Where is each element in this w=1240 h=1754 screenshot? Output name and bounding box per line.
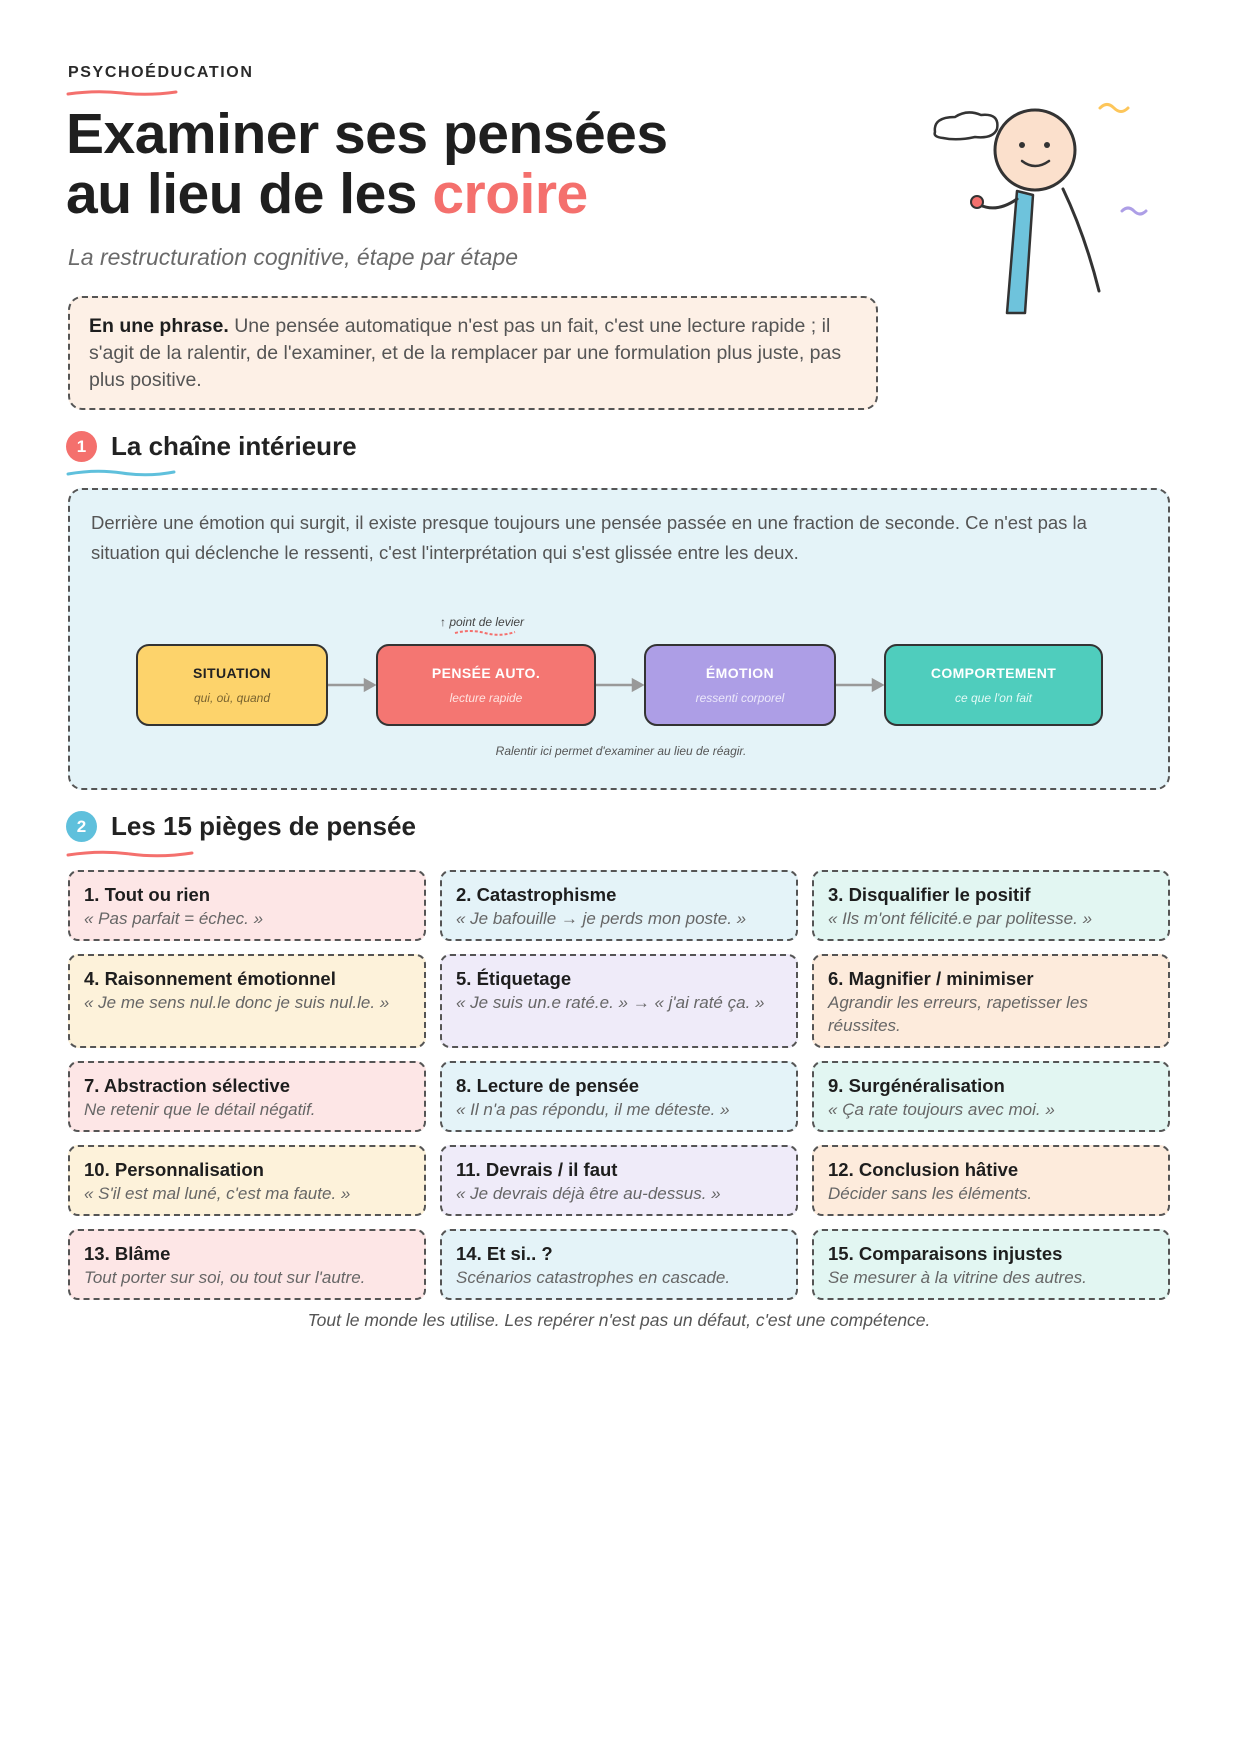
trap-description: Agrandir les erreurs, rapetisser les réussites. [828, 993, 1088, 1035]
eyebrow-label: PSYCHOÉDUCATION [68, 64, 254, 81]
trap-card [812, 1145, 1170, 1216]
eyebrow-underline [66, 88, 178, 98]
trap-card [440, 954, 798, 1048]
chain-note: Ralentir ici permet d'examiner au lieu de réagir. [495, 744, 747, 758]
step-subtitle: ressenti corporel [695, 691, 785, 705]
trap-description: « Je bafouille → je perds mon poste. » [456, 909, 747, 928]
page-subtitle: La restructuration cognitive, étape par étape [68, 244, 519, 270]
trap-card [440, 1061, 798, 1132]
trap-title: 9. Surgénéralisation [828, 1075, 1005, 1096]
trap-title: 14. Et si.. ? [456, 1243, 553, 1264]
chain-panel [68, 488, 1170, 790]
trap-title: 1. Tout ou rien [84, 884, 211, 905]
trap-description: « Ils m'ont félicité.e par politesse. » [828, 909, 1093, 928]
trap-card [440, 1145, 798, 1216]
step-subtitle: qui, où, quand [193, 691, 271, 705]
trap-title: 6. Magnifier / minimiser [828, 968, 1034, 989]
section-2-title: Les 15 pièges de pensée [111, 811, 416, 841]
title-line-2: au lieu de les [66, 162, 433, 226]
section-1-title: La chaîne intérieure [111, 431, 357, 461]
arrow-2 [596, 680, 642, 690]
trap-card [68, 1145, 426, 1216]
section-2-number: 2 [66, 811, 97, 842]
trap-card [812, 1229, 1170, 1300]
trap-title: 12. Conclusion hâtive [828, 1159, 1019, 1180]
trap-title: 13. Blâme [84, 1243, 171, 1264]
trap-title: 2. Catastrophisme [456, 884, 617, 905]
trap-card [68, 954, 426, 1048]
trap-description: « S'il est mal luné, c'est ma faute. » [84, 1184, 351, 1203]
summary-box [68, 296, 878, 410]
trap-description: « Je suis un.e raté.e. » → « j'ai raté ça. » [456, 993, 765, 1012]
thinking-traps-grid [68, 870, 1170, 1300]
trap-card [68, 1061, 426, 1132]
section-2-underline [66, 849, 194, 859]
lever-underline [455, 631, 515, 635]
section-1-number: 1 [66, 431, 97, 462]
trap-card [440, 1229, 798, 1300]
trap-description: Se mesurer à la vitrine des autres. [828, 1268, 1087, 1287]
step-emotion [644, 644, 836, 726]
page-title [66, 104, 668, 224]
step-title: PENSÉE AUTO. [431, 665, 541, 681]
summary-text: Une pensée automatique n'est pas un fait, c'est une lecture rapide ; il s'agit de la ralentir, de l'examiner, et de la remplacer par une formulation plus juste, pas plus positive. [89, 315, 842, 391]
trap-title: 5. Étiquetage [456, 968, 572, 989]
step-title: COMPORTEMENT [930, 665, 1057, 681]
step-situation [136, 644, 328, 726]
trap-card [68, 870, 426, 941]
step-subtitle: ce que l'on fait [954, 691, 1032, 705]
trap-description: « Je me sens nul.le donc je suis nul.le. » [84, 993, 390, 1012]
section-1-underline [66, 468, 176, 478]
section-2-heading [66, 811, 416, 842]
trap-card [812, 954, 1170, 1048]
trap-description: Décider sans les éléments. [828, 1184, 1033, 1203]
thinking-figure-illustration [925, 95, 1165, 325]
trap-card [68, 1229, 426, 1300]
yellow-squiggle-icon [1100, 105, 1128, 112]
arrow-3 [836, 680, 882, 690]
purple-squiggle-icon [1122, 208, 1146, 214]
trap-title: 15. Comparaisons injustes [828, 1243, 1063, 1264]
chain-intro-text: Derrière une émotion qui surgit, il existe presque toujours une pensée passée en une fraction de seconde. Ce n'est pas la situation qui déclenche le ressenti, c'est l'interprétation qui s'est glissée entre les deux. [91, 512, 1087, 563]
step-behavior [884, 644, 1103, 726]
trap-title: 10. Personnalisation [84, 1159, 264, 1180]
trap-description: « Pas parfait = échec. » [84, 909, 264, 928]
section-1-heading [66, 431, 357, 462]
trap-card [812, 870, 1170, 941]
trap-card [812, 1061, 1170, 1132]
trap-title: 11. Devrais / il faut [456, 1159, 618, 1180]
summary-lead: En une phrase. [89, 315, 229, 337]
step-automatic-thought [376, 644, 596, 726]
trap-description: Ne retenir que le détail négatif. [84, 1100, 316, 1119]
trap-description: « Il n'a pas répondu, il me déteste. » [456, 1100, 730, 1119]
trap-description: Scénarios catastrophes en cascade. [456, 1268, 731, 1287]
trap-title: 8. Lecture de pensée [456, 1075, 640, 1096]
trap-title: 7. Abstraction sélective [84, 1075, 290, 1096]
trap-title: 4. Raisonnement émotionnel [84, 968, 336, 989]
trap-card [440, 870, 798, 941]
lever-label: ↑ point de levier [440, 615, 525, 629]
trap-description: « Ça rate toujours avec moi. » [828, 1100, 1055, 1119]
step-title: ÉMOTION [705, 665, 775, 681]
thought-cloud-icon [935, 112, 998, 139]
traps-footer-note: Tout le monde les utilise. Les repérer n'est pas un défaut, c'est une compétence. [307, 1310, 931, 1330]
trap-description: « Je devrais déjà être au-dessus. » [456, 1184, 721, 1203]
step-title: SITUATION [192, 665, 271, 681]
trap-title: 3. Disqualifier le positif [828, 884, 1031, 905]
step-subtitle: lecture rapide [449, 691, 523, 705]
arrow-1 [328, 680, 374, 690]
title-line-1: Examiner ses pensées [66, 102, 668, 166]
title-accent: croire [432, 162, 588, 226]
trap-description: Tout porter sur soi, ou tout sur l'autre. [84, 1268, 366, 1287]
